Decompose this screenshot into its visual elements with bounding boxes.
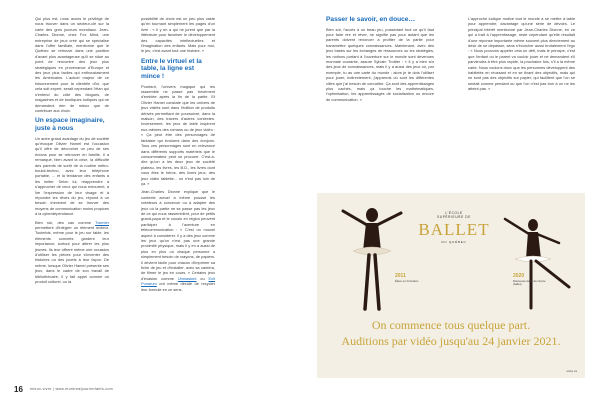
- paragraph: Qui plus est, nous avons le privilège de nous trouver dans un secteur-clé sur la carte des gros joueurs mondiaux. Jean-Charles Dionne, chez Fox Mind, une entreprise de jeux créé qui se spécialise dans l'offre familiale, mentionne que le Québec se retrouve dans une position d'avant plus avantageuse qu'il se situe au point de rencontre des jeux plus stratégiques en provenance d'Europe et des jeux plus faciles qui enthousiasment les Américains. L'actuel majeur de ce foisonnement pour la clientèle d'ici, que cela soit expert, serait cependant l'élan qui s'entend du côté des blogues, de magazines et de boutiques ludiques qui ne demandent rien de mieux que de contribuer aux choix.: [35, 16, 109, 113]
- text: ou: [196, 275, 209, 281]
- section-heading: Un espace imaginaire, juste à nous: [35, 117, 105, 132]
- ballet-school-advertisement[interactable]: [317, 193, 585, 378]
- article-column-1: [35, 16, 109, 284]
- ad-school-line1: L'ÉCOLE: [445, 211, 463, 215]
- paragraph: possibilité de choix est un peu plus vaste qu'en tournant simplement les pages d'un livre : « Il y en a qui ne jurent que par la littérature pour favoriser le développement des capacités intellectuelles et l'imagination des enfants. Mais pour moi, le jeu, c'est avant tout une histoire. »: [141, 16, 215, 54]
- ad-caption-left: Élève en formation: [395, 279, 419, 283]
- game-link-twenter[interactable]: Twenter: [95, 219, 109, 225]
- text: Bien sûr, des cas comme: [35, 219, 96, 225]
- ad-tagline-2: Auditions par vidéo jusqu'au 24 janvier 2021.: [341, 334, 561, 348]
- paragraph: Pourtant, l'univers magique qui les rassemble ne passe pas forcément d'emblée après la fin de la partie. Et Olivier Hamel constate que les univers de jeux visités sont dans l'édition de produits dérivés permettant de poursuivre, dans la maison, des travers d'autres contextes. Inversement, les jeux de table inspirent eux-mêmes des romans ou de jeux vidéo : « Ça peut être des personnages de fantaisie qui évoluent dans des donjons. Tous ces personnages sont en relevance dans différents supports matériels que le consommateur peut se procurer. C'est-à-dire qu'on a les deux jeux de société plateau, les livres, les B.D., les livres dont vous êtes le héros, des livres jeux, des jeux vidéo tablette... on n'est pas loin de ça. »: [141, 83, 215, 186]
- paragraph: Un autre grand avantage du jeu de société qu'évoque Olivier Hamel est l'occasion qu'il offre de décrocher un peu de ses écrans pour se retrouver en famille. Il a remarqué, bien avant la crise, la difficulté des parents de sortir de la routine métro-boulot-techno, avec leur téléphone portable, ... et la tendance des enfants à les imiter. Selon lui, réapprendre à s'approcher de ceux qui nous entourent, à lire l'expression de leur visage et à répondre les rêves du jeu, répond à un besoin imminent de se trouver des moyens de communication moins propices à la cyberdépendance.: [35, 135, 109, 217]
- article-column-4: [468, 16, 575, 92]
- ad-caption-right: Danseuse issue de l'école (ballet): [513, 279, 546, 287]
- text: ont même décidé de recycler leur formule en ce sens.: [141, 281, 215, 292]
- article-column-2: [141, 16, 215, 292]
- section-heading: Entre le virtuel et la table, la ligne est mince !: [141, 57, 202, 81]
- ballet-dancer-adult-illustration: [487, 213, 577, 313]
- ad-region: DU QUÉBEC: [441, 240, 467, 245]
- page-footer: mieux-vivre | www.montrealpourenfants.com: [30, 387, 113, 391]
- ad-tagline-1: On commence tous quelque part.: [371, 318, 531, 332]
- text: permettent d'intégrer un élément moteur. Toutefois, même pour le jeu sur table, les éléments concrets gardent leur importance, surtout pour attirer les plus jeunes. Ils leur offrent même une occasion d'utiliser les pièces pour s'inventer des histoires ou des jouets à leur façon. De même, lorsque Olivier Hamel présente ses jeux, dans le cadre de son travail de bibliothécaire, il y fait appel comme un produit culturel, ou la: [35, 225, 109, 285]
- ad-website-link[interactable]: esbq.ca: [566, 369, 577, 373]
- ad-ballet-logo: BALLET: [418, 220, 490, 240]
- paragraph: [35, 220, 109, 285]
- text: Jean-Charles Dionne explique que le contexte actuel a même poussé les créateurs à concevoir ou à adapter des jeux où la partie ne se passe pas les jeux de ce qui nous rassemblent, pour de petits grand-papa et le cousin en région peuvent participer à l'aventure en télécommunication : « C'est un nouvel aspect à considérer. Il y a des jeux comme les jeux qu'on n'est pas une grande proximité physique, mais il y en a aussi de plus en plus où chaque personne a simplement besoin de crayons, de papiers. Il devient facile pour chacun d'imprimer sa fiche de jeu et d'installer, avec sa caméra, de filmer le jeu en cours. » Certains jeux d'évasion comme: [141, 189, 215, 281]
- paragraph: Bien sûr, l'accès à un beau jeu, possédant tout ce qu'il faut pour faire rire et rêver, ne signifie pas pour autant que les parents doivent renoncer à profiter de la partie pour transmettre quelques connaissances. Maintenant, avec des jeux basés sur les échanges de ressources ou les stratégies, les notions portant à l'ouverture sur le monde sont devenues monnaie courante, assure Sylvain Trottier : « Il y a bien sûr des jeux de connaissances, mais il y a aussi des jeux où, par exemple, tu as une carte du monde ; alors je te dois l'utiliser pour jouer, indirectement, j'apprends où sont les différentes villes que j'ai besoin de connaître. Ça sont des apprentissages plus cachés, mais ça touche les mathématiques, l'optimisation, les apprentissages de socialisation ou encore de communication. »: [326, 26, 434, 102]
- ad-school-header: [409, 211, 499, 244]
- article-column-3: [326, 16, 434, 102]
- paragraph: L'approche ludique motive tout le monde à se mettre à table pour apprendre, davantage qu'une série de devoirs. Le principal intérêt mentionné par Jean-Charles Dionne, en ce qui a trait à l'apprentissage, reste cependant qu'elle résultait d'une réponse importante même souvent plus directement au désir de se dépasser, sans s'écorcher aussi brutalement l'ego : « Nous pouvons appeler cela un défi, mais le principe, c'est que l'enfant ou le parent va vouloir jouer et ne demandent s'il parviendra à être plus rapide, la prochaine fois, s'il a la même carte. Nous voulons donc que les personnes développent des habiletés en réussant et en se fixant des objectifs, mais qui ne sont pas des objectifs sur papier, qui facilitent que l'on se sentait comme pendant ou que l'on n'est pas bon à on ne les atteint pas. »: [468, 16, 575, 92]
- section-heading: Passer le savoir, en douce…: [326, 16, 416, 23]
- ad-year-right: 2020: [513, 273, 525, 279]
- paragraph: [141, 189, 215, 292]
- game-link-unmasked[interactable]: Unmasked: [177, 275, 197, 281]
- ad-year-left: 2011: [395, 273, 406, 279]
- game-link-exit[interactable]: Exit Punarum: [141, 275, 215, 287]
- ad-school-line2: SUPÉRIEURE DE: [437, 215, 471, 220]
- ballet-dancer-child-illustration: [337, 201, 407, 316]
- page-number: 16: [14, 385, 23, 394]
